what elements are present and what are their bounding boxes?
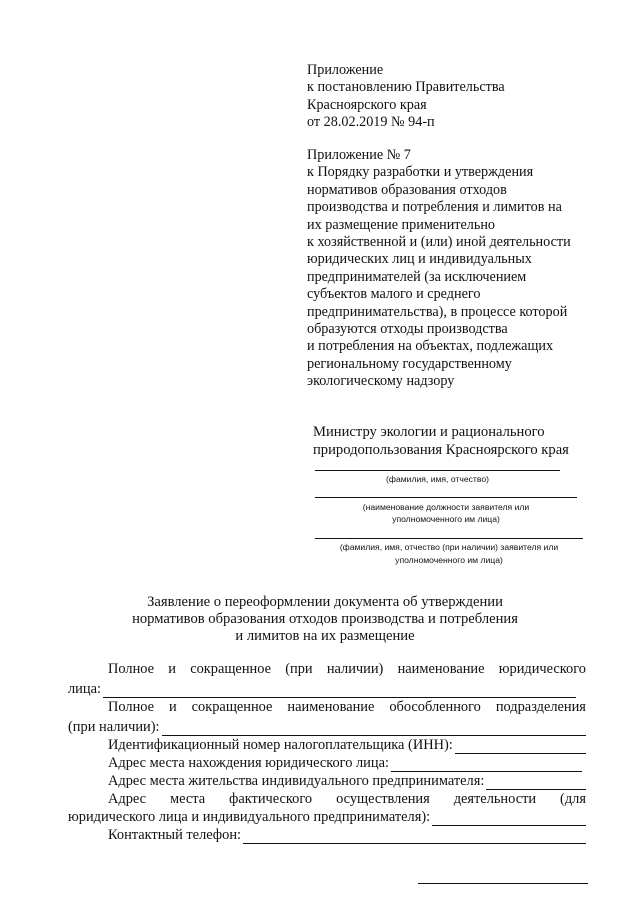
inn-underline[interactable] (455, 740, 586, 754)
annex7-line: предпринимателей (за исключением (307, 268, 527, 285)
full-name-field[interactable]: лица: (68, 680, 576, 698)
branch-name-label: Полное и сокращенное наименование обособленного подразделения (108, 699, 586, 715)
activity-address-label: Адрес места фактического осуществления деятельности (для (108, 791, 586, 807)
position-line[interactable] (315, 497, 577, 498)
annex7-line: и потребления на объектах, подлежащих (307, 338, 554, 355)
inn-field[interactable]: Идентификационный номер налогоплательщика (ИНН): (68, 736, 586, 754)
annex7-line: предпринимательства), в процессе которой (307, 303, 568, 320)
addressee-block (313, 423, 593, 460)
legal-address-field[interactable]: Адрес места нахождения юридического лица: (68, 754, 582, 772)
annex7-line: образуются отходы производства (307, 321, 508, 338)
annex-header-line: к постановлению Правительства (307, 79, 505, 96)
annex-header-line: Красноярского края (307, 96, 427, 113)
annex7-line: региональному государственному (307, 355, 512, 372)
footer-signature-line[interactable] (418, 883, 588, 884)
annex-header-line: от 28.02.2019 № 94-п (307, 114, 435, 131)
annex7-line: к Порядку разработки и утверждения (307, 164, 534, 181)
position-caption-2: уполномоченного им лица) (392, 514, 500, 524)
document-title (80, 594, 570, 645)
annex7-line: субъектов малого и среднего (307, 286, 481, 303)
ip-address-field[interactable]: Адрес места жительства индивидуального предпринимателя: (68, 772, 586, 790)
branch-name-underline[interactable] (162, 722, 586, 736)
annex7-line: нормативов образования отходов (307, 181, 507, 198)
addressee-line: природопользования Красноярского края (313, 442, 569, 459)
annex-header (307, 62, 505, 132)
applicant-caption-1: (фамилия, имя, отчество (при наличии) заявителя или (339, 542, 559, 552)
full-name-label: Полное и сокращенное (при наличии) наименование юридического (108, 661, 586, 677)
applicant-caption-2: уполномоченного им лица) (395, 555, 503, 565)
title-line: Заявление о переоформлении документа об утверждении (147, 594, 503, 610)
phone-field[interactable]: Контактный телефон: (68, 826, 586, 844)
annex7-line: к хозяйственной и (или) иной деятельности (307, 234, 571, 251)
annex7-line: юридических лиц и индивидуальных (307, 251, 532, 268)
annex7-line: производства и потребления и лимитов на (307, 199, 562, 216)
full-name-underline[interactable] (103, 684, 576, 698)
position-caption-1: (наименование должности заявителя или (362, 502, 530, 512)
annex7-line: Приложение № 7 (307, 147, 411, 163)
legal-address-underline[interactable] (391, 758, 582, 772)
title-line: и лимитов на их размещение (235, 628, 415, 644)
ip-address-underline[interactable] (486, 776, 586, 790)
applicant-line[interactable] (315, 538, 583, 539)
activity-address-underline[interactable] (432, 812, 586, 826)
annex7-line: их размещение применительно (307, 216, 496, 233)
fio-line[interactable] (315, 470, 560, 471)
branch-name-field[interactable]: (при наличии): (68, 718, 586, 736)
annex7-line: экологическому надзору (307, 373, 455, 390)
activity-address-field[interactable]: юридического лица и индивидуального предпринимателя): (68, 808, 586, 826)
title-line: нормативов образования отходов производства и потребления (132, 611, 518, 627)
fio-caption: (фамилия, имя, отчество) (386, 474, 489, 484)
phone-underline[interactable] (243, 830, 586, 844)
annex-header-line: Приложение (307, 62, 384, 78)
addressee-line: Министру экологии и рационального (313, 424, 545, 440)
annex7-header (307, 147, 571, 391)
